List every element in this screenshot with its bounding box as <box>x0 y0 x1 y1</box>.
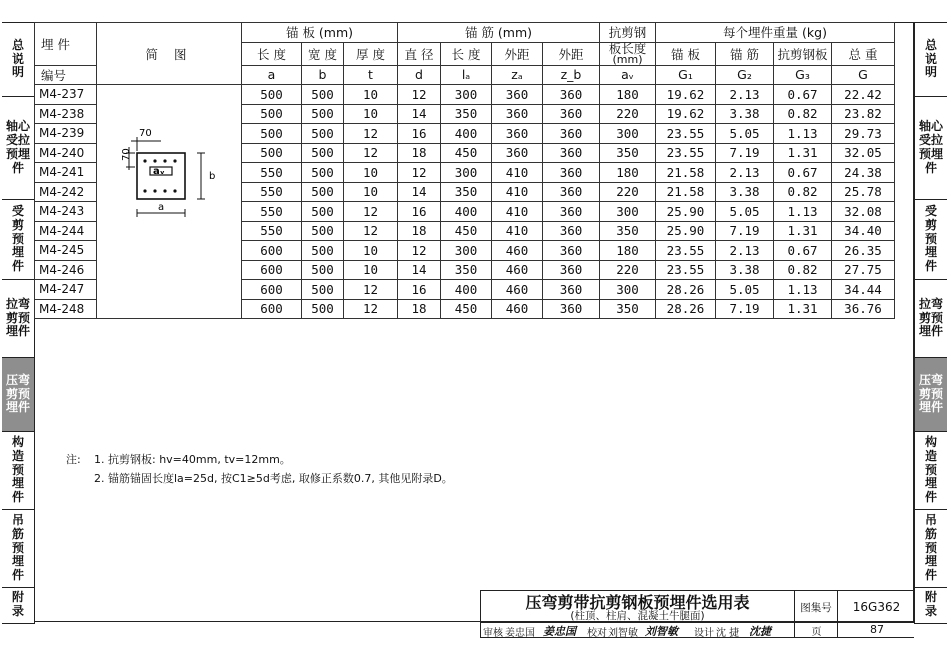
value-cell: 550 <box>242 182 302 202</box>
value-cell: 500 <box>302 241 344 261</box>
checker-name: 刘智敏 <box>608 628 638 639</box>
value-cell: 12 <box>398 85 441 105</box>
side-tab-label: 轴心 受拉 预埋 件 <box>5 119 30 175</box>
value-cell: 16 <box>398 280 441 300</box>
value-cell: 0.82 <box>774 260 832 280</box>
value-cell: 500 <box>302 163 344 183</box>
value-cell: 500 <box>302 202 344 222</box>
value-cell: 600 <box>242 241 302 261</box>
value-cell: 5.05 <box>716 280 774 300</box>
side-tab-tension-bending-shear[interactable] <box>2 280 34 358</box>
value-cell: 2.13 <box>716 163 774 183</box>
value-cell: 350 <box>600 299 656 319</box>
value-cell: 500 <box>302 143 344 163</box>
value-cell: 29.73 <box>832 124 895 144</box>
value-cell: 18 <box>398 299 441 319</box>
part-number-cell: M4-245 <box>35 241 97 261</box>
value-cell: 2.13 <box>716 241 774 261</box>
side-tab-shear[interactable] <box>2 200 34 280</box>
part-number-cell: M4-248 <box>35 299 97 319</box>
part-number-header: 埋 件 <box>35 23 97 66</box>
value-cell: 1.13 <box>774 124 832 144</box>
part-number-cell: M4-246 <box>35 260 97 280</box>
side-tab-construction[interactable] <box>2 432 34 510</box>
value-cell: 0.67 <box>774 241 832 261</box>
dim-top-label: 70 <box>139 128 152 139</box>
g3-symbol: G₃ <box>774 65 832 85</box>
value-cell: 360 <box>543 143 600 163</box>
dim-left-label: 70 <box>121 148 132 161</box>
value-cell: 500 <box>302 260 344 280</box>
value-cell: 360 <box>543 163 600 183</box>
value-cell: 10 <box>344 241 398 261</box>
checker-signature: 刘智敏 <box>645 625 678 638</box>
shear-length-label: 板长度 <box>608 40 647 56</box>
value-cell: 34.40 <box>832 221 895 241</box>
value-cell: 450 <box>441 299 492 319</box>
value-cell: 220 <box>600 104 656 124</box>
shear-plate-header: 抗剪钢 <box>600 23 656 43</box>
side-tab-compression-bending-shear[interactable] <box>2 358 34 432</box>
value-cell: 1.31 <box>774 299 832 319</box>
value-cell: 300 <box>600 280 656 300</box>
drawing-subtitle: (柱顶、柱肩、混凝土牛腿面) <box>570 610 705 622</box>
note-1: 1. 抗剪钢板: hv=40mm, tv=12mm。 <box>94 453 291 466</box>
right-side-nav <box>914 22 947 624</box>
shear-length-header <box>600 42 656 65</box>
drawing-title: 压弯剪带抗剪钢板预埋件选用表 <box>525 592 750 612</box>
value-cell: 10 <box>344 163 398 183</box>
value-cell: 410 <box>492 163 543 183</box>
value-cell: 26.35 <box>832 241 895 261</box>
value-cell: 7.19 <box>716 221 774 241</box>
value-cell: 410 <box>492 202 543 222</box>
page-number: 87 <box>837 623 916 638</box>
la-symbol: lₐ <box>441 65 492 85</box>
value-cell: 34.44 <box>832 280 895 300</box>
weight-header: 每个埋件重量 (kg) <box>656 23 895 43</box>
atlas-label: 图集号 <box>794 591 837 623</box>
value-cell: 180 <box>600 85 656 105</box>
side-tab-compression-bending-shear[interactable] <box>915 358 947 432</box>
value-cell: 400 <box>441 124 492 144</box>
value-cell: 410 <box>492 221 543 241</box>
value-cell: 23.55 <box>656 260 716 280</box>
value-cell: 32.08 <box>832 202 895 222</box>
length-header: 长 度 <box>242 42 302 65</box>
value-cell: 500 <box>302 299 344 319</box>
value-cell: 360 <box>492 85 543 105</box>
value-cell: 400 <box>441 280 492 300</box>
value-cell: 180 <box>600 163 656 183</box>
value-cell: 0.82 <box>774 104 832 124</box>
g1-symbol: G₁ <box>656 65 716 85</box>
value-cell: 0.82 <box>774 182 832 202</box>
value-cell: 3.38 <box>716 260 774 280</box>
value-cell: 180 <box>600 241 656 261</box>
value-cell: 14 <box>398 182 441 202</box>
value-cell: 12 <box>344 202 398 222</box>
value-cell: 460 <box>492 280 543 300</box>
value-cell: 300 <box>441 85 492 105</box>
value-cell: 360 <box>543 124 600 144</box>
value-cell: 300 <box>441 241 492 261</box>
value-cell: 16 <box>398 124 441 144</box>
reviewer-name: 姜忠国 <box>505 628 535 639</box>
side-tab-general[interactable] <box>915 23 947 97</box>
value-cell: 1.31 <box>774 143 832 163</box>
value-cell: 360 <box>492 104 543 124</box>
value-cell: 300 <box>600 124 656 144</box>
value-cell: 0.67 <box>774 163 832 183</box>
part-number-cell: M4-237 <box>35 85 97 105</box>
value-cell: 18 <box>398 221 441 241</box>
anchor-plate-header: 锚 板 (mm) <box>242 23 398 43</box>
side-tab-shear[interactable] <box>915 200 947 280</box>
value-cell: 7.19 <box>716 299 774 319</box>
value-cell: 360 <box>543 104 600 124</box>
side-tab-label: 压弯 剪预 埋件 <box>918 372 943 415</box>
part-number-cell: M4-247 <box>35 280 97 300</box>
value-cell: 360 <box>543 280 600 300</box>
side-tab-label: 受 剪 预 埋 件 <box>924 204 937 274</box>
value-cell: 360 <box>543 221 600 241</box>
value-cell: 460 <box>492 241 543 261</box>
value-cell: 350 <box>600 143 656 163</box>
value-cell: 550 <box>242 202 302 222</box>
a-symbol: a <box>242 65 302 85</box>
value-cell: 460 <box>492 260 543 280</box>
value-cell: 350 <box>600 221 656 241</box>
g3-header: 抗剪钢板 <box>774 42 832 65</box>
value-cell: 410 <box>492 182 543 202</box>
value-cell: 450 <box>441 221 492 241</box>
side-tab-label: 构 造 预 埋 件 <box>11 435 24 505</box>
thickness-header: 厚 度 <box>344 42 398 65</box>
value-cell: 360 <box>543 85 600 105</box>
zb-symbol: z_b <box>543 65 600 85</box>
value-cell: 360 <box>543 241 600 261</box>
value-cell: 500 <box>302 182 344 202</box>
value-cell: 22.42 <box>832 85 895 105</box>
side-tab-label: 轴心 受拉 预埋 件 <box>918 119 943 175</box>
value-cell: 7.19 <box>716 143 774 163</box>
value-cell: 1.13 <box>774 202 832 222</box>
value-cell: 360 <box>492 143 543 163</box>
part-number-header-2: 编号 <box>35 65 97 85</box>
side-tab-label: 受 剪 预 埋 件 <box>11 204 24 274</box>
value-cell: 500 <box>242 85 302 105</box>
review-label: 审核 <box>483 628 503 639</box>
side-tab-label: 吊 筋 预 埋 件 <box>924 513 937 583</box>
designer-signature: 沈捷 <box>749 625 771 638</box>
value-cell: 3.38 <box>716 182 774 202</box>
za-symbol: zₐ <box>492 65 543 85</box>
value-cell: 25.90 <box>656 202 716 222</box>
side-tab-axial-tension[interactable] <box>2 97 34 200</box>
bar-length-header: 长 度 <box>441 42 492 65</box>
header-row-1 <box>35 23 895 43</box>
diagram-header: 简 图 <box>97 23 242 85</box>
title-block <box>480 590 914 622</box>
value-cell: 27.75 <box>832 260 895 280</box>
part-number-cell: M4-241 <box>35 163 97 183</box>
value-cell: 300 <box>600 202 656 222</box>
side-tab-appendix[interactable] <box>915 588 947 622</box>
side-tab-construction[interactable] <box>915 432 947 510</box>
av-symbol: aᵥ <box>600 65 656 85</box>
side-tab-label: 附 录 <box>924 590 937 618</box>
g-header: 总 重 <box>832 42 895 65</box>
t-symbol: t <box>344 65 398 85</box>
value-cell: 10 <box>344 104 398 124</box>
value-cell: 12 <box>344 124 398 144</box>
value-cell: 24.38 <box>832 163 895 183</box>
value-cell: 10 <box>344 85 398 105</box>
side-tab-tension-bending-shear[interactable] <box>915 280 947 358</box>
value-cell: 32.05 <box>832 143 895 163</box>
g1-header: 锚 板 <box>656 42 716 65</box>
value-cell: 300 <box>441 163 492 183</box>
part-number-cell: M4-238 <box>35 104 97 124</box>
value-cell: 500 <box>242 124 302 144</box>
value-cell: 500 <box>242 104 302 124</box>
side-tab-hanging-bar[interactable] <box>2 510 34 588</box>
value-cell: 5.05 <box>716 124 774 144</box>
d-symbol: d <box>398 65 441 85</box>
value-cell: 550 <box>242 163 302 183</box>
value-cell: 25.90 <box>656 221 716 241</box>
value-cell: 350 <box>441 104 492 124</box>
value-cell: 500 <box>302 104 344 124</box>
side-tab-label: 拉弯 剪预 埋件 <box>918 296 943 339</box>
value-cell: 12 <box>344 221 398 241</box>
atlas-number: 16G362 <box>837 591 915 623</box>
value-cell: 12 <box>398 241 441 261</box>
value-cell: 14 <box>398 260 441 280</box>
value-cell: 21.58 <box>656 182 716 202</box>
value-cell: 500 <box>302 85 344 105</box>
design-label: 设计 <box>694 628 714 639</box>
value-cell: 23.55 <box>656 143 716 163</box>
value-cell: 23.82 <box>832 104 895 124</box>
value-cell: 360 <box>543 202 600 222</box>
notes-label: 注: <box>66 453 81 466</box>
value-cell: 360 <box>543 260 600 280</box>
value-cell: 10 <box>344 182 398 202</box>
value-cell: 21.58 <box>656 163 716 183</box>
side-tab-label: 吊 筋 预 埋 件 <box>11 513 24 583</box>
side-tab-appendix[interactable] <box>2 588 34 622</box>
shear-length-unit: (mm) <box>612 52 643 66</box>
value-cell: 1.31 <box>774 221 832 241</box>
value-cell: 3.38 <box>716 104 774 124</box>
value-cell: 460 <box>492 299 543 319</box>
side-tab-hanging-bar[interactable] <box>915 510 947 588</box>
value-cell: 400 <box>441 202 492 222</box>
side-tab-label: 拉弯 剪预 埋件 <box>5 296 30 339</box>
value-cell: 0.67 <box>774 85 832 105</box>
signature-row <box>480 622 914 638</box>
side-tab-axial-tension[interactable] <box>915 97 947 200</box>
value-cell: 12 <box>344 280 398 300</box>
embedded-part-diagram <box>97 95 241 360</box>
value-cell: 350 <box>441 260 492 280</box>
side-tab-label: 总 说 明 <box>924 37 937 80</box>
value-cell: 36.76 <box>832 299 895 319</box>
value-cell: 550 <box>242 221 302 241</box>
diameter-header: 直 径 <box>398 42 441 65</box>
value-cell: 28.26 <box>656 299 716 319</box>
value-cell: 600 <box>242 260 302 280</box>
value-cell: 360 <box>543 182 600 202</box>
value-cell: 220 <box>600 182 656 202</box>
value-cell: 360 <box>492 124 543 144</box>
value-cell: 16 <box>398 202 441 222</box>
value-cell: 19.62 <box>656 85 716 105</box>
page-label: 页 <box>794 623 838 638</box>
value-cell: 2.13 <box>716 85 774 105</box>
value-cell: 5.05 <box>716 202 774 222</box>
check-label: 校对 <box>587 628 607 639</box>
value-cell: 28.26 <box>656 280 716 300</box>
value-cell: 14 <box>398 104 441 124</box>
value-cell: 18 <box>398 143 441 163</box>
part-number-cell: M4-244 <box>35 221 97 241</box>
part-number-cell: M4-240 <box>35 143 97 163</box>
av-label: aᵥ <box>153 166 165 177</box>
side-tab-label: 附 录 <box>11 590 24 618</box>
value-cell: 360 <box>543 299 600 319</box>
value-cell: 500 <box>302 124 344 144</box>
zb-header: 外距 <box>543 42 600 65</box>
za-header: 外距 <box>492 42 543 65</box>
g2-header: 锚 筋 <box>716 42 774 65</box>
value-cell: 12 <box>344 299 398 319</box>
a-label: a <box>158 202 165 213</box>
side-tab-label: 总 说 明 <box>11 37 24 80</box>
note-2: 2. 锚筋锚固长度la=25d, 按C1≥5d考虑, 取修正系数0.7, 其他见附录D。 <box>94 472 453 485</box>
value-cell: 12 <box>398 163 441 183</box>
value-cell: 1.13 <box>774 280 832 300</box>
value-cell: 220 <box>600 260 656 280</box>
part-number-cell: M4-243 <box>35 202 97 222</box>
value-cell: 500 <box>302 280 344 300</box>
value-cell: 23.55 <box>656 241 716 261</box>
notes-lines <box>94 450 453 488</box>
side-tab-label: 构 造 预 埋 件 <box>924 435 937 505</box>
value-cell: 12 <box>344 143 398 163</box>
side-tab-general[interactable] <box>2 23 34 97</box>
value-cell: 23.55 <box>656 124 716 144</box>
anchor-bar-header: 锚 筋 (mm) <box>398 23 600 43</box>
left-side-nav <box>2 22 35 624</box>
b-label: b <box>209 171 216 182</box>
part-number-cell: M4-239 <box>35 124 97 144</box>
value-cell: 500 <box>242 143 302 163</box>
g-symbol: G <box>832 65 895 85</box>
value-cell: 600 <box>242 280 302 300</box>
value-cell: 19.62 <box>656 104 716 124</box>
width-header: 宽 度 <box>302 42 344 65</box>
part-number-cell: M4-242 <box>35 182 97 202</box>
b-symbol: b <box>302 65 344 85</box>
side-tab-label: 压弯 剪预 埋件 <box>5 372 30 415</box>
value-cell: 25.78 <box>832 182 895 202</box>
designer-name: 沈 捷 <box>716 628 740 639</box>
value-cell: 500 <box>302 221 344 241</box>
g2-symbol: G₂ <box>716 65 774 85</box>
value-cell: 350 <box>441 182 492 202</box>
reviewer-signature: 姜忠国 <box>543 625 576 638</box>
value-cell: 450 <box>441 143 492 163</box>
value-cell: 600 <box>242 299 302 319</box>
value-cell: 10 <box>344 260 398 280</box>
